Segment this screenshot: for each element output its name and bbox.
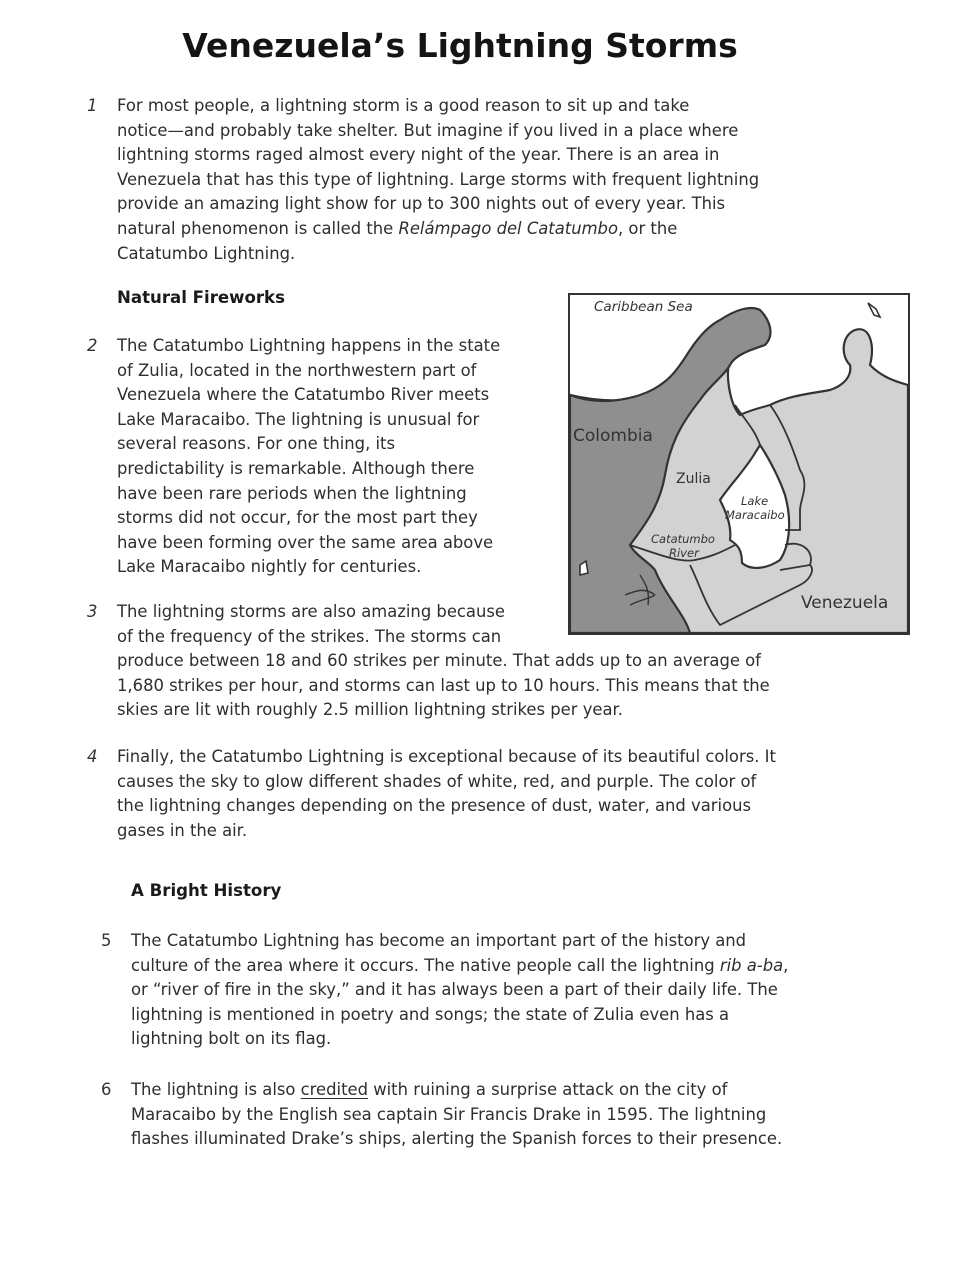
- paragraph-number: 5: [101, 931, 112, 950]
- paragraph-4: [87, 745, 857, 843]
- paragraph-number: 3: [87, 602, 98, 621]
- italic-term: rib a-ba: [719, 955, 784, 975]
- paragraph-line: Lake Maracaibo. The lightning is unusual for: [117, 409, 480, 429]
- paragraph-line: notice—and probably take shelter. But imagine if you lived in a place where: [117, 120, 739, 140]
- paragraph-line: culture of the area where it occurs. The native people call the lightning rib a-ba,: [131, 955, 789, 975]
- paragraph-line: Lake Maracaibo nightly for centuries.: [117, 557, 422, 577]
- map-graphic: [570, 295, 908, 633]
- paragraph-line: have been forming over the same area above: [117, 532, 494, 552]
- paragraph-number: 2: [87, 336, 98, 355]
- map-label-colombia: Colombia: [573, 426, 653, 446]
- paragraph-line: lightning is mentioned in poetry and songs; the state of Zulia even has a: [131, 1004, 730, 1024]
- map-label-zulia: Zulia: [676, 471, 711, 487]
- section-heading-natural-fireworks: Natural Fireworks: [117, 288, 285, 307]
- paragraph-line: gases in the air.: [117, 820, 248, 840]
- paragraph-line: several reasons. For one thing, its: [117, 434, 396, 454]
- map-label-lake: Lake: [741, 494, 769, 508]
- underlined-vocabulary-word: credited: [300, 1080, 369, 1099]
- paragraph-line: lightning storms raged almost every night of the year. There is an area in: [117, 145, 720, 165]
- paragraph-6: [101, 1078, 881, 1152]
- paragraph-5: [101, 929, 881, 1052]
- paragraph-line: or “river of fire in the sky,” and it has always been a part of their daily life. The: [131, 980, 778, 1000]
- paragraph-line: storms did not occur, for the most part they: [117, 508, 478, 528]
- map-label-venezuela: Venezuela: [801, 593, 889, 613]
- map-label-caribbean-sea: Caribbean Sea: [594, 299, 693, 315]
- paragraph-line: the lightning changes depending on the presence of dust, water, and various: [117, 796, 752, 816]
- paragraph-line: Venezuela that has this type of lightning. Large storms with frequent lightning: [117, 169, 760, 189]
- paragraph-line: The Catatumbo Lightning has become an important part of the history and: [131, 931, 747, 950]
- paragraph-line: flashes illuminated Drake’s ships, alerting the Spanish forces to their presence.: [131, 1129, 783, 1149]
- paragraph-line: have been rare periods when the lightning: [117, 483, 467, 503]
- paragraph-line: 1,680 strikes per hour, and storms can last up to 10 hours. This means that the: [117, 675, 770, 695]
- paragraph-line: Finally, the Catatumbo Lightning is exceptional because of its beautiful colors. It: [117, 747, 776, 766]
- paragraph-line: provide an amazing light show for up to 300 nights out of every year. This: [117, 194, 726, 214]
- map-label-maracaibo: Maracaibo: [725, 508, 785, 522]
- map-label-catatumbo: Catatumbo: [651, 532, 715, 546]
- page-title: Venezuela’s Lightning Storms: [182, 26, 738, 65]
- paragraph-line: Venezuela where the Catatumbo River meets: [117, 385, 490, 405]
- italic-term: Relámpago del Catatumbo: [398, 218, 618, 238]
- paragraph-line: lightning bolt on its flag.: [131, 1029, 332, 1049]
- map-lake-maracaibo-region: [568, 293, 910, 635]
- paragraph-number: 1: [87, 96, 98, 115]
- island: [868, 303, 880, 317]
- paragraph-1: [87, 94, 857, 266]
- paragraph-line: skies are lit with roughly 2.5 million lightning strikes per year.: [117, 700, 623, 720]
- paragraph-2: [87, 334, 557, 580]
- paragraph-line: causes the sky to glow different shades of white, red, and purple. The color of: [117, 771, 757, 791]
- paragraph-line: natural phenomenon is called the Relámpago del Catatumbo, or the: [117, 218, 678, 238]
- paragraph-line: of the frequency of the strikes. The storms can: [117, 626, 502, 646]
- paragraph-number: 4: [87, 747, 98, 766]
- paragraph-line: For most people, a lightning storm is a good reason to sit up and take: [117, 96, 690, 115]
- section-heading-bright-history: A Bright History: [131, 881, 282, 900]
- paragraph-line: The lightning storms are also amazing because: [117, 602, 505, 621]
- paragraph-line: produce between 18 and 60 strikes per minute. That adds up to an average of: [117, 651, 761, 671]
- paragraph-line: The lightning is also credited with ruining a surprise attack on the city of: [131, 1080, 728, 1099]
- map-label-river: River: [669, 546, 699, 560]
- paragraph-number: 6: [101, 1080, 112, 1099]
- paragraph-line: predictability is remarkable. Although there: [117, 458, 475, 478]
- paragraph-line: of Zulia, located in the northwestern part of: [117, 360, 477, 380]
- paragraph-line: The Catatumbo Lightning happens in the state: [117, 336, 501, 355]
- paragraph-line: Catatumbo Lightning.: [117, 243, 296, 263]
- paragraph-line: Maracaibo by the English sea captain Sir Francis Drake in 1595. The lightning: [131, 1104, 767, 1124]
